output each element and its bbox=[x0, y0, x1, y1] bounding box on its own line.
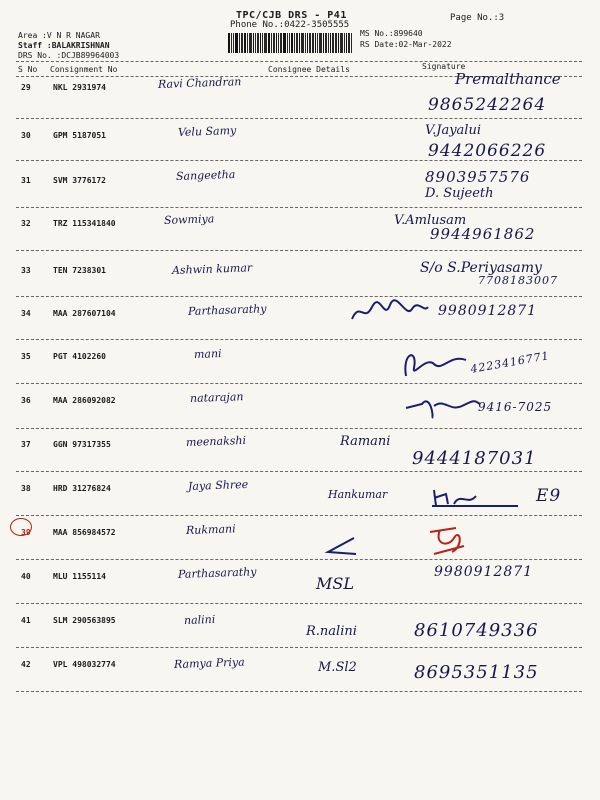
row-consignment: GPM 5187051 bbox=[53, 131, 106, 140]
barcode-bar bbox=[307, 33, 308, 53]
row-divider bbox=[16, 160, 582, 161]
receiver-signature: M.Sl2 bbox=[318, 660, 357, 675]
row-consignment: MAA 856984572 bbox=[53, 528, 116, 537]
header-rule bbox=[16, 61, 582, 62]
consignee-name: Ashwin kumar bbox=[171, 261, 253, 277]
row-divider bbox=[16, 339, 582, 340]
receiver-phone: 9980912871 bbox=[434, 564, 534, 580]
receiver-phone: E9 bbox=[536, 486, 562, 506]
barcode-bar bbox=[268, 33, 270, 53]
table-row bbox=[0, 70, 600, 115]
barcode-bar bbox=[278, 33, 279, 53]
barcode-bar bbox=[247, 33, 248, 53]
barcode-bar bbox=[271, 33, 272, 53]
barcode-bar bbox=[291, 33, 293, 53]
col-header-sno: S No bbox=[18, 65, 38, 74]
row-divider bbox=[16, 383, 582, 384]
sheet-title: TPC/CJB DRS - P41 bbox=[236, 10, 347, 21]
receiver-phone: 9444187031 bbox=[412, 448, 537, 469]
rs-date: RS Date:02-Mar-2022 bbox=[360, 40, 452, 49]
row-divider bbox=[16, 603, 582, 604]
barcode-bar bbox=[253, 33, 254, 53]
row-sno: 42 bbox=[21, 660, 31, 669]
receiver-phone: 9980912871 bbox=[438, 303, 538, 319]
barcode-bar bbox=[351, 33, 352, 53]
row-divider bbox=[16, 207, 582, 208]
receiver-phone: 8903957576 bbox=[425, 168, 531, 186]
row-divider bbox=[16, 515, 582, 516]
row-sno: 31 bbox=[21, 176, 31, 185]
barcode-bar bbox=[348, 33, 350, 53]
table-row bbox=[0, 260, 600, 287]
consignee-name: meenakshi bbox=[185, 433, 247, 449]
receiver-signature: V.Jayalui bbox=[425, 123, 481, 138]
barcode-bar bbox=[283, 33, 286, 53]
receiver-signature: D. Sujeeth bbox=[425, 186, 494, 201]
receiver-phone: 9865242264 bbox=[428, 95, 547, 115]
row-consignment: HRD 31276824 bbox=[53, 484, 111, 493]
phone-number: Phone No.:0422-3505555 bbox=[230, 20, 350, 30]
barcode-bar bbox=[305, 33, 306, 53]
barcode-bar bbox=[340, 33, 343, 53]
barcode-bar bbox=[344, 33, 345, 53]
barcode-bar bbox=[315, 33, 316, 53]
receiver-phone: 4223416771 bbox=[469, 349, 551, 376]
consignee-name: natarajan bbox=[189, 390, 244, 405]
table-row bbox=[0, 123, 600, 161]
consignee-name: Ramya Priya bbox=[173, 655, 245, 671]
consignee-name: Sowmiya bbox=[163, 212, 215, 227]
area-label: Area :V N R NAGAR bbox=[18, 31, 100, 40]
row-sno: 39 bbox=[21, 528, 31, 537]
row-consignment: TRZ 115341840 bbox=[53, 219, 116, 228]
row-sno: 30 bbox=[21, 131, 31, 140]
barcode bbox=[228, 33, 356, 53]
ms-number: MS No.:899640 bbox=[360, 29, 423, 38]
table-row bbox=[0, 212, 600, 243]
row-divider bbox=[16, 691, 582, 692]
receiver-phone: 9416-7025 bbox=[478, 400, 553, 414]
barcode-bar bbox=[228, 33, 230, 53]
row-consignment: VPL 498032774 bbox=[53, 660, 116, 669]
barcode-bar bbox=[289, 33, 290, 53]
consignee-name: Rukmani bbox=[185, 522, 236, 537]
barcode-bar bbox=[235, 33, 238, 53]
barcode-bar bbox=[239, 33, 240, 53]
barcode-bar bbox=[231, 33, 232, 53]
consignee-name: Parthasarathy bbox=[177, 565, 257, 581]
barcode-bar bbox=[262, 33, 263, 53]
consignee-name: Sangeetha bbox=[175, 167, 236, 183]
table-row bbox=[0, 167, 600, 201]
barcode-bar bbox=[338, 33, 339, 53]
drs-number: DRS No. :DCJB89964003 bbox=[18, 51, 120, 60]
row-sno: 34 bbox=[21, 309, 31, 318]
consignee-name: Ravi Chandran bbox=[157, 75, 242, 91]
table-row bbox=[0, 347, 600, 376]
row-divider bbox=[16, 559, 582, 560]
col-header-consignee: Consignee Details bbox=[268, 65, 350, 74]
row-consignment: MLU 1155114 bbox=[53, 572, 106, 581]
consignee-name: Velu Samy bbox=[177, 123, 237, 139]
row-sno: 32 bbox=[21, 219, 31, 228]
table-row bbox=[0, 564, 600, 593]
receiver-signature: Premalthance bbox=[455, 70, 561, 88]
barcode-bar bbox=[328, 33, 329, 53]
receiver-signature: Hankumar bbox=[328, 488, 388, 501]
barcode-bar bbox=[280, 33, 282, 53]
manifest-info bbox=[360, 28, 452, 50]
page-number: Page No.:3 bbox=[450, 13, 505, 23]
barcode-bar bbox=[309, 33, 311, 53]
barcode-bar bbox=[255, 33, 256, 53]
barcode-bar bbox=[312, 33, 314, 53]
row-sno: 40 bbox=[21, 572, 31, 581]
consignee-name: Parthasarathy bbox=[187, 302, 267, 318]
row-divider bbox=[16, 471, 582, 472]
barcode-bar bbox=[287, 33, 288, 53]
row-sno: 36 bbox=[21, 396, 31, 405]
barcode-bar bbox=[301, 33, 304, 53]
barcode-bar bbox=[276, 33, 277, 53]
barcode-bar bbox=[317, 33, 318, 53]
row-divider bbox=[16, 118, 582, 119]
staff-label: Staff :BALAKRISHNAN bbox=[18, 41, 110, 50]
barcode-bar bbox=[319, 33, 322, 53]
row-consignment: SLM 290563895 bbox=[53, 616, 116, 625]
row-sno: 41 bbox=[21, 616, 31, 625]
row-divider bbox=[16, 647, 582, 648]
signature-scribble bbox=[324, 534, 358, 558]
barcode-bar bbox=[346, 33, 347, 53]
barcode-bar bbox=[233, 33, 234, 53]
barcode-bar bbox=[241, 33, 243, 53]
row-consignment: PGT 4102260 bbox=[53, 352, 106, 361]
receiver-phone: 7708183007 bbox=[478, 274, 558, 287]
row-divider bbox=[16, 250, 582, 251]
barcode-bar bbox=[335, 33, 337, 53]
barcode-bar bbox=[249, 33, 252, 53]
receiver-phone: 8610749336 bbox=[414, 620, 539, 641]
signature-scribble bbox=[404, 390, 482, 420]
receiver-signature: S/o S.Periyasamy bbox=[420, 260, 542, 276]
row-consignment: MAA 287607104 bbox=[53, 309, 116, 318]
table-row bbox=[0, 477, 600, 506]
barcode-bar bbox=[296, 33, 298, 53]
row-sno: 35 bbox=[21, 352, 31, 361]
receiver-signature: MSL bbox=[316, 574, 354, 593]
barcode-bar bbox=[260, 33, 261, 53]
barcode-bar bbox=[257, 33, 259, 53]
barcode-bar bbox=[323, 33, 324, 53]
row-consignment: NKL 2931974 bbox=[53, 83, 106, 92]
barcode-bar bbox=[294, 33, 295, 53]
receiver-phone: 9944961862 bbox=[430, 225, 536, 243]
receiver-signature: Ramani bbox=[340, 434, 391, 449]
table-row bbox=[0, 302, 600, 319]
barcode-bar bbox=[273, 33, 275, 53]
table-row bbox=[0, 433, 600, 469]
row-sno: 29 bbox=[21, 83, 31, 92]
row-consignment: TEN 7238301 bbox=[53, 266, 106, 275]
barcode-bar bbox=[244, 33, 246, 53]
consignee-name: nalini bbox=[183, 612, 216, 627]
row-divider bbox=[16, 428, 582, 429]
run-details bbox=[18, 31, 119, 61]
row-sno: 33 bbox=[21, 266, 31, 275]
row-consignment: SVM 3776172 bbox=[53, 176, 106, 185]
consignee-name: mani bbox=[193, 347, 222, 361]
row-sno: 38 bbox=[21, 484, 31, 493]
table-row bbox=[0, 390, 600, 414]
row-sno: 37 bbox=[21, 440, 31, 449]
col-header-signature: Signature bbox=[422, 62, 466, 71]
table-row bbox=[0, 522, 600, 537]
receiver-signature: R.nalini bbox=[306, 624, 357, 639]
barcode-bar bbox=[264, 33, 267, 53]
row-divider bbox=[16, 296, 582, 297]
table-row bbox=[0, 612, 600, 641]
row-consignment: GGN 97317355 bbox=[53, 440, 111, 449]
signature-scribble bbox=[350, 299, 430, 325]
consignee-name: Jaya Shree bbox=[187, 477, 249, 493]
row-consignment: MAA 286092082 bbox=[53, 396, 116, 405]
signature-scribble-red bbox=[426, 524, 468, 558]
barcode-bar bbox=[330, 33, 331, 53]
receiver-phone: 8695351135 bbox=[414, 662, 539, 683]
receiver-signature: V.Amlusam bbox=[394, 213, 467, 228]
table-row bbox=[0, 655, 600, 683]
barcode-bar bbox=[299, 33, 300, 53]
signature-scribble bbox=[400, 346, 472, 382]
signature-scribble bbox=[430, 486, 520, 508]
receiver-phone: 9442066226 bbox=[428, 141, 547, 161]
col-header-consignment: Consignment No bbox=[50, 65, 118, 74]
barcode-bar bbox=[332, 33, 334, 53]
barcode-bar bbox=[325, 33, 327, 53]
